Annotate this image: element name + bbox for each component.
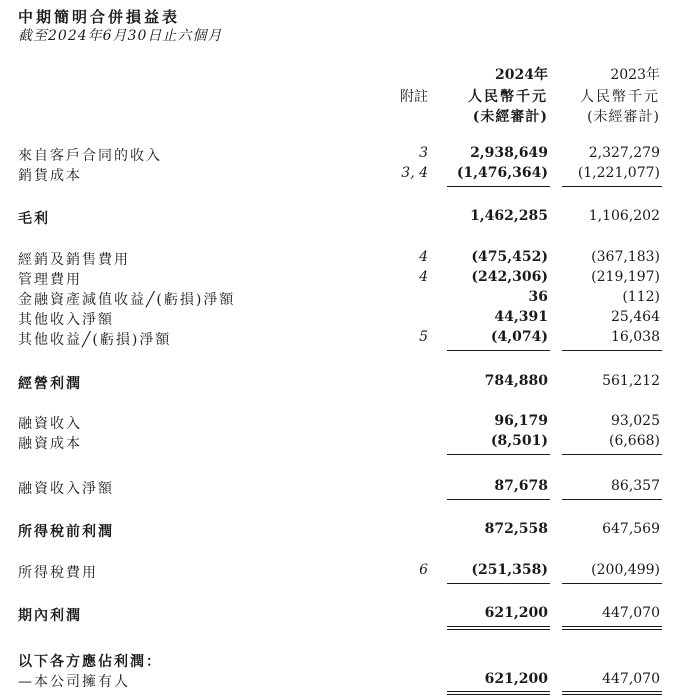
row-label: 管理費用 xyxy=(18,272,82,288)
value-2024: 784,880 xyxy=(484,373,548,389)
row-distribution-expenses xyxy=(0,249,674,269)
value-2024: (4,074) xyxy=(490,329,548,345)
rule xyxy=(562,583,662,584)
rule xyxy=(447,186,550,187)
row-label: 所得稅前利潤 xyxy=(18,524,114,540)
value-2024: 2,938,649 xyxy=(470,145,548,161)
rule xyxy=(447,499,550,500)
row-other-income xyxy=(0,309,674,329)
row-label: 毛利 xyxy=(18,211,50,227)
row-label: 銷貨成本 xyxy=(18,168,82,184)
row-net-finance-income xyxy=(0,478,674,498)
row-label: 期內利潤 xyxy=(18,608,82,624)
value-2023: 25,464 xyxy=(611,309,660,325)
double-rule xyxy=(447,629,550,630)
value-2023: 561,212 xyxy=(602,373,660,389)
col-2023-year: 2023年 xyxy=(610,67,660,83)
row-finance-costs xyxy=(0,433,674,453)
value-2023: (200,499) xyxy=(591,562,660,578)
col-2024-audit: (未經審計) xyxy=(472,109,548,125)
value-2024: (475,452) xyxy=(471,249,548,265)
row-admin-expenses xyxy=(0,269,674,289)
row-note: 5 xyxy=(419,329,428,345)
note-column-header: 附註 xyxy=(400,89,428,105)
row-label: 金融資產減值收益╱(虧損)淨額 xyxy=(18,292,236,308)
rule xyxy=(447,454,550,455)
double-rule xyxy=(447,691,550,692)
value-2024: 621,200 xyxy=(484,605,548,621)
rule xyxy=(562,186,662,187)
value-2024: 36 xyxy=(528,289,548,305)
row-note: 6 xyxy=(419,562,428,578)
rule xyxy=(447,583,550,584)
row-profit-for-period xyxy=(0,605,674,625)
value-2023: 16,038 xyxy=(611,329,660,345)
value-2024: (8,501) xyxy=(490,433,548,449)
value-2024: 44,391 xyxy=(494,309,548,325)
value-2023: 447,070 xyxy=(602,605,660,621)
value-2023: 447,070 xyxy=(602,671,660,687)
value-2023: 86,357 xyxy=(611,478,660,494)
row-income-tax xyxy=(0,562,674,582)
col-2023-unit: 人民幣千元 xyxy=(580,89,660,105)
row-profit-before-tax xyxy=(0,521,674,541)
row-label: 融資收入 xyxy=(18,416,82,432)
row-owners-of-company xyxy=(0,671,674,691)
double-rule xyxy=(447,694,550,695)
row-cost-of-sales xyxy=(0,165,674,185)
row-note: 4 xyxy=(419,269,428,285)
double-rule xyxy=(447,626,550,627)
row-label: 其他收益╱(虧損)淨額 xyxy=(18,332,172,348)
statement-period: 截至2024年6月30日止六個月 xyxy=(18,28,223,44)
row-label: 經營利潤 xyxy=(18,376,82,392)
rule xyxy=(562,454,662,455)
value-2023: (6,668) xyxy=(608,433,660,449)
double-rule xyxy=(562,629,662,630)
row-label: 其他收入淨額 xyxy=(18,312,114,328)
row-label: 來自客戶合同的收入 xyxy=(18,148,162,164)
value-2024: 621,200 xyxy=(484,671,548,687)
row-attributable-heading xyxy=(0,651,674,671)
col-2024-unit: 人民幣千元 xyxy=(468,89,548,105)
row-note: 3, 4 xyxy=(401,165,428,181)
row-label: 經銷及銷售費用 xyxy=(18,252,130,268)
row-impairment xyxy=(0,289,674,309)
value-2023: 2,327,279 xyxy=(588,145,660,161)
col-2023-audit: (未經審計) xyxy=(587,109,660,125)
value-2024: (242,306) xyxy=(471,269,548,285)
row-note: 3 xyxy=(419,145,428,161)
value-2023: (112) xyxy=(622,289,660,305)
value-2023: (367,183) xyxy=(591,249,660,265)
value-2023: 647,569 xyxy=(602,521,660,537)
value-2024: 1,462,285 xyxy=(470,208,548,224)
rule xyxy=(562,499,662,500)
row-label: 以下各方應佔利潤： xyxy=(18,654,162,670)
value-2023: 93,025 xyxy=(611,413,660,429)
value-2024: 96,179 xyxy=(494,413,548,429)
row-label: 融資收入淨額 xyxy=(18,481,114,497)
row-other-gains xyxy=(0,329,674,349)
rule xyxy=(562,350,662,351)
rule xyxy=(447,350,550,351)
value-2023: (219,197) xyxy=(591,269,660,285)
row-finance-income xyxy=(0,413,674,433)
row-label: 所得稅費用 xyxy=(18,565,98,581)
value-2023: 1,106,202 xyxy=(588,208,660,224)
row-operating-profit xyxy=(0,373,674,393)
double-rule xyxy=(562,694,662,695)
row-label: —本公司擁有人 xyxy=(18,674,130,690)
value-2024: 87,678 xyxy=(494,478,548,494)
double-rule xyxy=(562,626,662,627)
row-revenue xyxy=(0,145,674,165)
row-gross-profit xyxy=(0,208,674,228)
statement-title: 中期簡明合併損益表 xyxy=(18,8,181,26)
double-rule xyxy=(562,691,662,692)
row-note: 4 xyxy=(419,249,428,265)
value-2024: (1,476,364) xyxy=(456,165,548,181)
value-2024: 872,558 xyxy=(484,521,548,537)
value-2024: (251,358) xyxy=(471,562,548,578)
value-2023: (1,221,077) xyxy=(577,165,660,181)
col-2024-year: 2024年 xyxy=(495,67,548,83)
row-label: 融資成本 xyxy=(18,436,82,452)
